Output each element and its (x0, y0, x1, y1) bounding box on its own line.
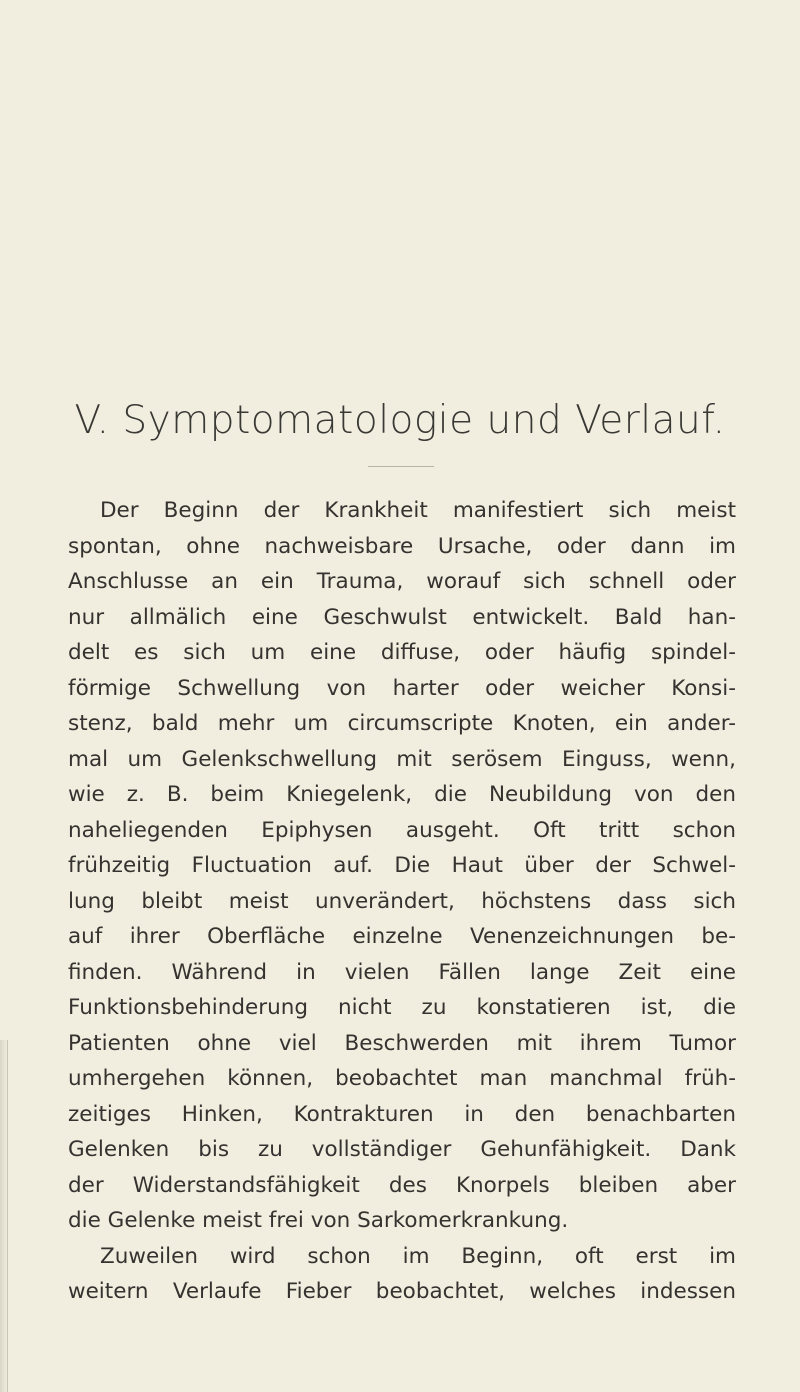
text-line: spontan, ohne nachweisbare Ursache, oder dann im (68, 533, 736, 559)
text-line: weitern Verlaufe Fieber beobachtet, welches indessen (68, 1279, 736, 1304)
text-line: frühzeitig Fluctuation auf. Die Haut über der Schwel- (68, 853, 736, 878)
text-line: lung bleibt meist unverändert, höchstens dass sich (68, 888, 736, 914)
text-line: förmige Schwellung von harter oder weicher Konsi- (68, 675, 736, 701)
text-line: umhergehen können, beobachtet man manchmal früh- (68, 1066, 736, 1091)
scan-page-edge (0, 1040, 8, 1392)
text-line: zeitiges Hinken, Kontrakturen in den benachbarten (68, 1101, 736, 1127)
text-line: der Widerstandsfähigkeit des Knorpels bleiben aber (68, 1172, 736, 1198)
chapter-title: V. Symptomatologie und Verlauf. (74, 398, 726, 443)
title-rule (368, 466, 434, 467)
text-line: Anschlusse an ein Trauma, worauf sich schnell oder (68, 569, 736, 594)
text-line: finden. Während in vielen Fällen lange Zeit eine (68, 959, 736, 985)
text-line: Funktionsbehinderung nicht zu konstatieren ist, die (68, 995, 736, 1020)
text-line: Der Beginn der Krankheit manifestiert sich meist (100, 498, 736, 523)
text-line: delt es sich um eine diffuse, oder häufig spindel- (68, 640, 736, 665)
text-line: auf ihrer Oberfläche einzelne Venenzeichnungen be- (68, 924, 736, 949)
text-line: die Gelenke meist frei von Sarkomerkrankung. (68, 1208, 569, 1233)
text-line: nur allmälich eine Geschwulst entwickelt. Bald han- (68, 604, 736, 630)
text-line: Zuweilen wird schon im Beginn, oft erst im (100, 1243, 736, 1269)
text-line: Patienten ohne viel Beschwerden mit ihrem Tumor (68, 1030, 736, 1056)
text-line: stenz, bald mehr um circumscripte Knoten, ein ander- (68, 711, 736, 736)
text-line: wie z. B. beim Kniegelenk, die Neubildung von den (68, 782, 736, 807)
text-line: Gelenken bis zu vollständiger Gehunfähigkeit. Dank (68, 1137, 736, 1162)
text-line: mal um Gelenkschwellung mit serösem Einguss, wenn, (68, 746, 736, 772)
text-line: naheliegenden Epiphysen ausgeht. Oft tritt schon (68, 817, 736, 843)
body-text (68, 493, 736, 1310)
